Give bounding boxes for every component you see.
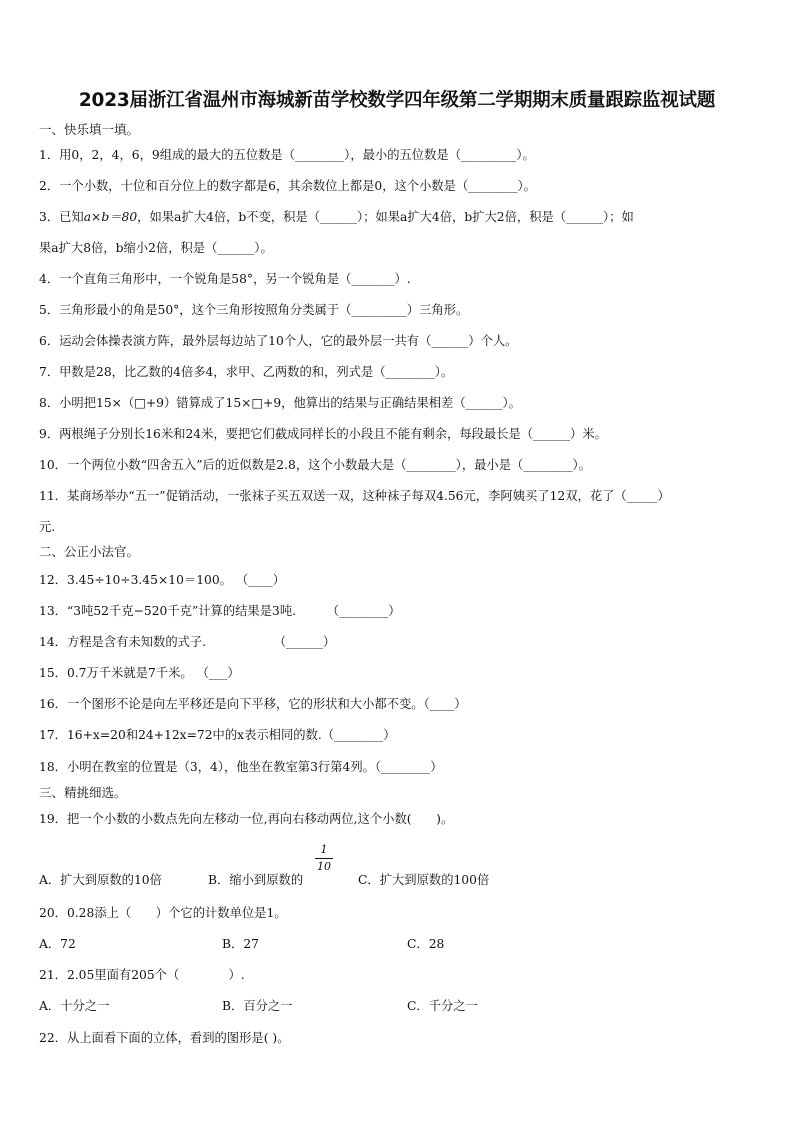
- question-17: 17．16+x=20和24+12x=72中的x表示相同的数.（________）: [39, 728, 396, 742]
- question-20-option-a: A．72: [39, 937, 76, 951]
- question-4: 4．一个直角三角形中，一个锐角是58°，另一个锐角是（_______）.: [39, 272, 411, 286]
- question-3-text-b: ，如果a扩大4倍，b不变，积是（______）；如果a扩大4倍，b扩大2倍，积是（______）；如: [137, 210, 634, 224]
- question-20-option-b: B．27: [222, 937, 259, 951]
- question-3-continuation: 果a扩大8倍，b缩小2倍，积是（______）。: [39, 241, 273, 255]
- question-13: 13．“3吨52千克−520千克”计算的结果是3吨. （________）: [39, 604, 401, 618]
- section-heading-multiple-choice: 三、精挑细选。: [39, 785, 127, 800]
- question-12: 12．3.45÷10÷3.45×10＝100。 （____）: [39, 573, 286, 587]
- question-15: 15．0.7万千米就是7千米。 （___）: [39, 666, 240, 680]
- question-19-option-b: B．缩小到原数的: [208, 873, 304, 887]
- question-3-math: a×b＝80: [83, 210, 138, 224]
- question-6: 6．运动会体操表演方阵，最外层每边站了10个人，它的最外层一共有（______）个人。: [39, 334, 518, 348]
- question-18: 18．小明在教室的位置是（3，4），他坐在教室第3行第4列。（________）: [39, 760, 443, 774]
- question-20-option-c: C．28: [407, 937, 445, 951]
- fraction-numerator: 1: [320, 843, 328, 856]
- question-19-option-c: C．扩大到原数的100倍: [358, 873, 490, 887]
- question-9: 9．两根绳子分别长16米和24米，要把它们截成同样长的小段且不能有剩余，每段最长是（______）米。: [39, 427, 607, 441]
- question-14: 14．方程是含有未知数的式子. （______）: [39, 635, 336, 649]
- fraction-bar: [315, 858, 333, 859]
- question-3: [39, 209, 764, 225]
- question-19-option-a: A．扩大到原数的10倍: [39, 873, 162, 887]
- exam-title: 2023届浙江省温州市海城新苗学校数学四年级第二学期期末质量跟踪监视试题: [78, 90, 716, 111]
- question-1: 1．用0，2，4，6，9组成的最大的五位数是（________），最小的五位数是（_________）。: [39, 148, 535, 162]
- question-3-text-a: 3．已知: [39, 210, 84, 224]
- question-7: 7．甲数是28，比乙数的4倍多4，求甲、乙两数的和，列式是（________）。: [39, 365, 454, 379]
- question-11: 11．某商场举办“五一”促销活动，一张袜子买五双送一双，这种袜子每双4.56元，李阿姨买了12双，花了（_____）: [39, 489, 670, 503]
- question-16: 16．一个图形不论是向左平移还是向下平移，它的形状和大小都不变。（____）: [39, 697, 467, 711]
- question-5: 5．三角形最小的角是50°，这个三角形按照角分类属于（_________）三角形。: [39, 303, 469, 317]
- question-21: 21．2.05里面有205个（ ）.: [39, 968, 245, 982]
- fraction-one-tenth: [313, 843, 335, 874]
- question-21-option-a: A．十分之一: [39, 999, 110, 1013]
- question-11-continuation: 元.: [39, 520, 56, 534]
- question-22: 22．从上面看下面的立体，看到的图形是( )。: [39, 1031, 290, 1045]
- question-20: 20．0.28添上（ ）个它的计数单位是1。: [39, 906, 287, 920]
- question-19: 19．把一个小数的小数点先向左移动一位,再向右移动两位,这个小数( )。: [39, 812, 454, 826]
- question-21-option-c: C．千分之一: [407, 999, 478, 1013]
- section-heading-fill-in: 一、快乐填一填。: [39, 122, 140, 137]
- section-heading-true-false: 二、公正小法官。: [39, 544, 140, 559]
- question-8: 8．小明把15×（□+9）错算成了15×□+9，他算出的结果与正确结果相差（______）。: [39, 396, 521, 410]
- question-21-option-b: B．百分之一: [222, 999, 293, 1013]
- fraction-denominator: 10: [317, 860, 331, 873]
- question-10: 10．一个两位小数“四舍五入”后的近似数是2.8，这个小数最大是（________），最小是（________）。: [39, 458, 591, 472]
- question-2: 2．一个小数，十位和百分位上的数字都是6，其余数位上都是0，这个小数是（________）。: [39, 179, 536, 193]
